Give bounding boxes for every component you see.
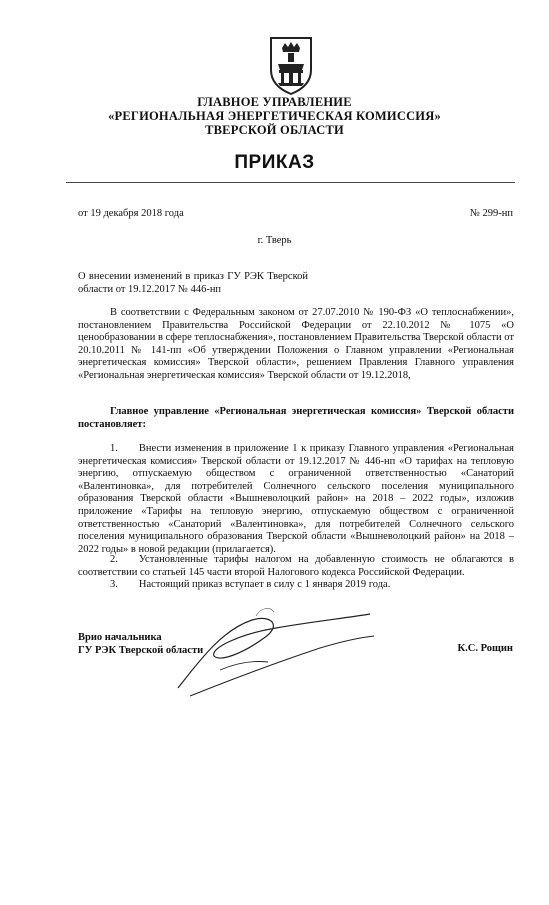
order-city: г. Тверь (257, 235, 292, 246)
document-title: ПРИКАЗ (234, 152, 315, 173)
item-3-paragraph: 3. Настоящий приказ вступает в силу с 1 января 2019 года. (110, 579, 391, 590)
order-subject: О внесении изменений в приказ ГУ РЭК Тверской области от 19.12.2017 № 446-нп (78, 271, 308, 295)
preamble-paragraph: В соответствии с Федеральным законом от 27.07.2010 № 190-ФЗ «О теплоснабжении», постановлением Правительства Российской Федерации от 22.10.2012 № 1075 «О ценообразовании в сфере теплоснабжения», постановлением Правительства Тверской области от 20.10.2011 № 141-пп «Об утверждении Положения о Главном управлении «Региональная энергетическая комиссия» Тверской области», решением Правления Главного управления «Региональная энергетическая комиссия» Тверской области от 19.12.2018, (78, 307, 514, 381)
order-number: № 299-нп (469, 208, 513, 219)
resolves-paragraph: Главное управление «Региональная энергетическая комиссия» Тверской области постановляет: (78, 406, 514, 430)
order-date: от 19 декабря 2018 года (78, 208, 184, 219)
signatory-position-line2: ГУ РЭК Тверской области (78, 645, 204, 656)
signatory-position-line1: Врио начальника (78, 632, 162, 643)
header-divider (66, 182, 515, 183)
org-name-line2: «РЕГИОНАЛЬНАЯ ЭНЕРГЕТИЧЕСКАЯ КОМИССИЯ» (108, 109, 441, 123)
item-1-paragraph: 1. Внести изменения в приложение 1 к приказу Главного управления «Региональная энергетическая комиссия» Тверской области от 19.12.2017 № 446-нп «О тарифах на тепловую энергию, отпускаемую обществом с ограниченной ответственностью «Санаторий «Валентиновка», для потребителей Солнечного сельского поселения муниципального образования Тверской области «Вышневолоцкий район» на 2018 – 2022 годы», изложив приложение «Тарифы на тепловую энергию, отпускаемую обществом с ограниченной ответственностью «Санаторий «Валентиновка», для потребителей Солнечного сельского поселения муниципального образования Тверской области «Вышневолоцкий район» на 2018 – 2022 годы» в новой редакции (прилагается). (78, 443, 514, 555)
org-name-line3: ТВЕРСКОЙ ОБЛАСТИ (205, 123, 344, 137)
item-2-paragraph: 2. Установленные тарифы налогом на добавленную стоимость не облагаются в соответствии со статьей 145 части второй Налогового кодекса Российской Федерации. (78, 554, 514, 578)
org-name-line1: ГЛАВНОЕ УПРАВЛЕНИЕ (197, 95, 352, 109)
signatory-position (78, 631, 203, 657)
tver-coat-of-arms-icon (268, 36, 314, 96)
signatory-name: К.С. Рощин (457, 643, 513, 654)
